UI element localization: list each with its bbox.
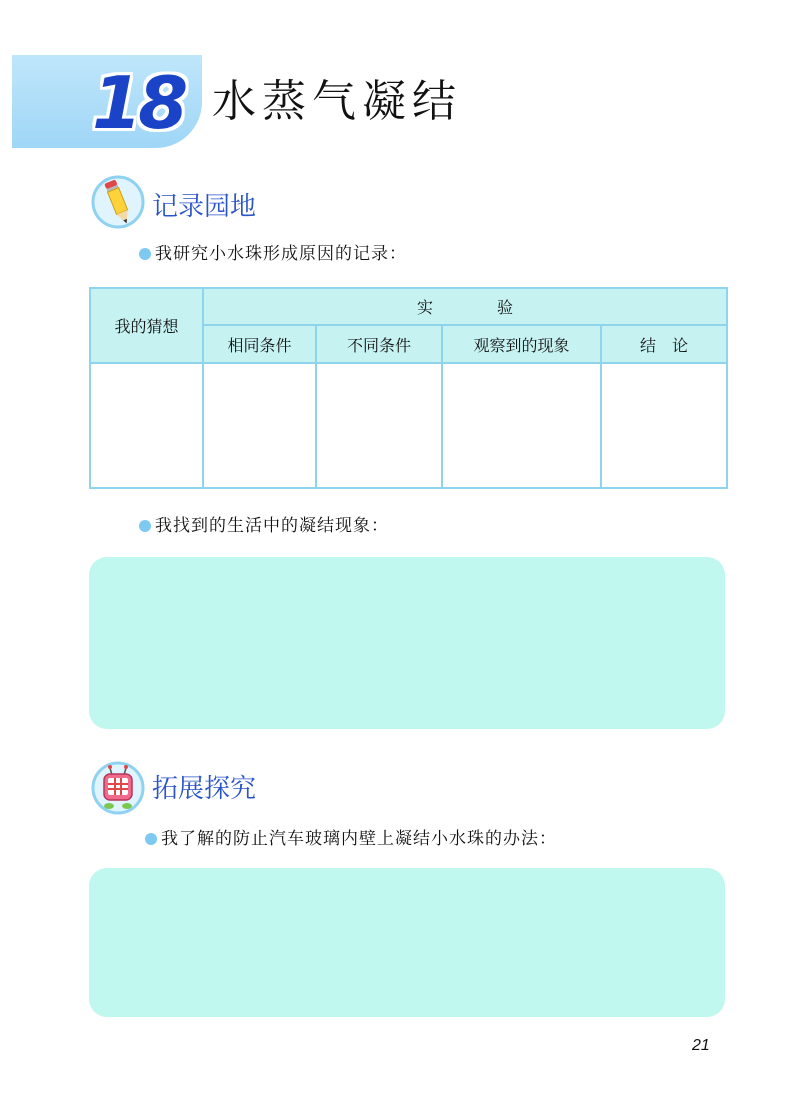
section-heading-extend: 拓展探究 — [152, 774, 257, 804]
table-header-observed-phenomena: 观察到的现象 — [442, 325, 601, 362]
extend-prompt — [145, 828, 557, 850]
table-header-guess: 我的猜想 — [90, 288, 203, 363]
table-header-conclusion: 结 论 — [601, 325, 727, 362]
record-table — [89, 287, 728, 489]
bullet-icon — [139, 248, 151, 260]
table-header-experiment: 实 验 — [203, 288, 727, 325]
robot-icon — [90, 760, 146, 816]
bullet-icon — [139, 520, 151, 532]
table-cell-guess[interactable] — [90, 363, 203, 488]
table-cell-same-conditions[interactable] — [203, 363, 316, 488]
phenomena-answer-box[interactable] — [89, 557, 725, 729]
record-prompt — [139, 243, 407, 265]
table-cell-observed-phenomena[interactable] — [442, 363, 601, 488]
table-header-same-conditions: 相同条件 — [203, 325, 316, 362]
table-header-different-conditions: 不同条件 — [316, 325, 442, 362]
table-cell-conclusion[interactable] — [601, 363, 727, 488]
extend-answer-box[interactable] — [89, 868, 725, 1017]
extend-prompt-text: 我了解的防止汽车玻璃内壁上凝结小水珠的办法： — [161, 829, 557, 849]
lesson-number: 18 — [92, 61, 185, 145]
phenomena-prompt — [139, 515, 389, 537]
record-prompt-text: 我研究小水珠形成原因的记录： — [155, 244, 407, 264]
section-heading-record: 记录园地 — [152, 192, 257, 222]
lesson-title: 水蒸气凝结 — [212, 76, 462, 127]
table-cell-different-conditions[interactable] — [316, 363, 442, 488]
pencil-icon — [90, 174, 146, 230]
page-number: 21 — [692, 1037, 710, 1054]
phenomena-prompt-text: 我找到的生活中的凝结现象： — [155, 516, 389, 536]
bullet-icon — [145, 833, 157, 845]
